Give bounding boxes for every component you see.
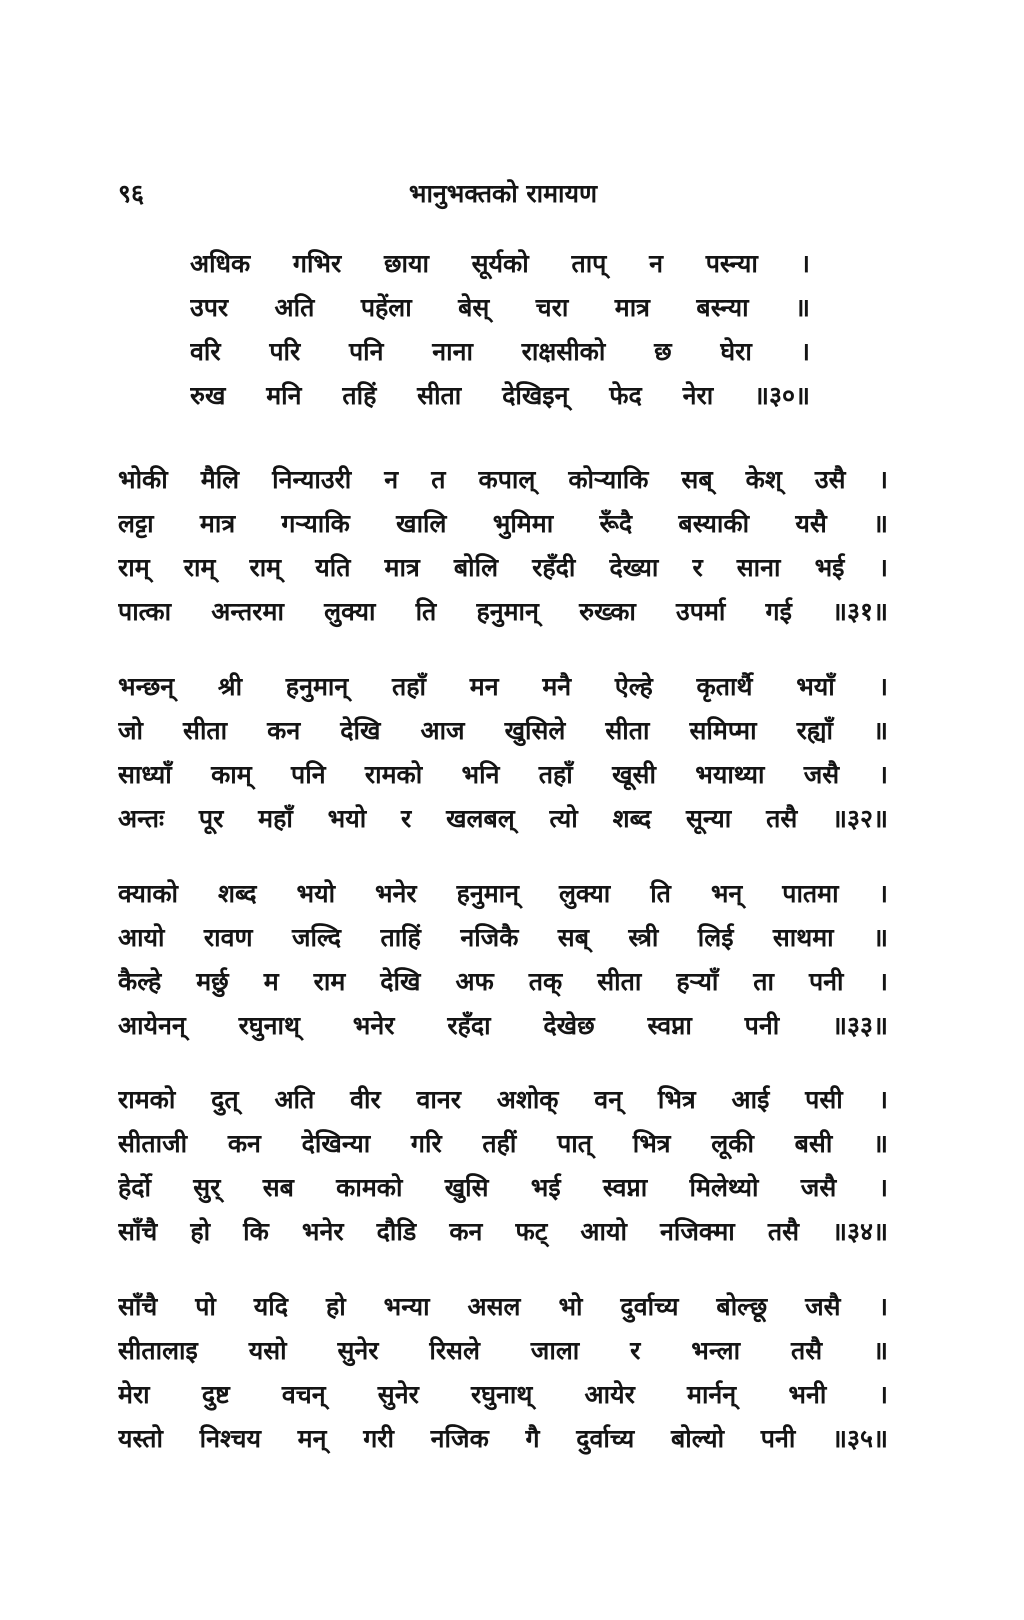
verse-line: अधिक गभिर छाया सूर्यको ताप् न पस्न्या । [190,249,810,278]
verse-line: आयेनन् रघुनाथ् भनेर रहँदा देखेछ स्वप्ना पनी ॥३३॥ [118,1011,888,1040]
verse-line: वरि परि पनि नाना राक्षसीको छ घेरा । [190,337,810,366]
verse-line: साँचै हो कि भनेर दौडि कन फट् आयो नजिक्मा तसै ॥३४॥ [118,1217,888,1246]
page-header [118,176,888,216]
page-number: ९६ [118,179,145,208]
verse-line: सीतालाइ यसो सुनेर रिसले जाला र भन्ला तसै ॥ [118,1336,888,1365]
verse-31 [118,458,888,634]
verse-line: जो सीता कन देखि आज खुसिले सीता समिप्मा रह्याँ ॥ [118,716,888,745]
verse-line: रामको दुत् अति वीर वानर अशोक् वन् भित्र आई पसी । [118,1085,888,1114]
verse-line: भन्छन् श्री हनुमान् तहाँ मन मनै ऐल्हे कृतार्थै भयाँ । [118,672,888,701]
verse-35 [118,1285,888,1461]
verse-line: कैल्हे मर्छु म राम देखि अफ तक् सीता हऱ्याँ ता पनी । [118,967,888,996]
verse-line: आयो रावण जल्दि ताहिं नजिकै सब् स्त्री लिई साथमा ॥ [118,923,888,952]
verse-line: भोकी मैलि निन्याउरी न त कपाल् कोऱ्याकि सब् केश् उसै । [118,465,888,494]
verse-30 [190,242,810,418]
verse-32 [118,665,888,841]
verse-line: मेरा दुष्ट वचन् सुनेर रघुनाथ् आयेर मार्नन् भनी । [118,1380,888,1409]
verse-line: साँचै पो यदि हो भन्या असल भो दुर्वाच्य बोल्छू जसै । [118,1292,888,1321]
verse-line: लट्टा मात्र गऱ्याकि खालि भुमिमा रूँदै बस्याकी यसै ॥ [118,509,888,538]
running-title: भानुभक्तको रामायण [408,179,598,208]
verse-line: क्याको शब्द भयो भनेर हनुमान् लुक्या ति भन् पातमा । [118,879,888,908]
verse-line: रुख मनि तहिं सीता देखिइन् फेद नेरा ॥३०॥ [190,381,810,410]
verse-line: पात्का अन्तरमा लुक्या ति हनुमान् रुख्का उपर्मा गई ॥३१॥ [118,597,888,626]
verse-34 [118,1078,888,1254]
verse-line: साध्याँ काम् पनि रामको भनि तहाँ खूसी भयाथ्या जसै । [118,760,888,789]
verse-line: अन्तः पूर महाँ भयो र खलबल् त्यो शब्द सून्या तसै ॥३२॥ [118,804,888,833]
verse-line: उपर अति पहेंला बेस् चरा मात्र बस्न्या ॥ [190,293,810,322]
verse-line: सीताजी कन देखिन्या गरि तहीं पात् भित्र लूकी बसी ॥ [118,1129,888,1158]
verse-33 [118,872,888,1048]
verse-line: यस्तो निश्चय मन् गरी नजिक गै दुर्वाच्य बोल्यो पनी ॥३५॥ [118,1424,888,1453]
verse-line: हेर्दो सुर् सब कामको खुसि भई स्वप्ना मिलेथ्यो जसै । [118,1173,888,1202]
verse-line: राम् राम् राम् यति मात्र बोलि रहँदी देख्या र साना भई । [118,553,888,582]
